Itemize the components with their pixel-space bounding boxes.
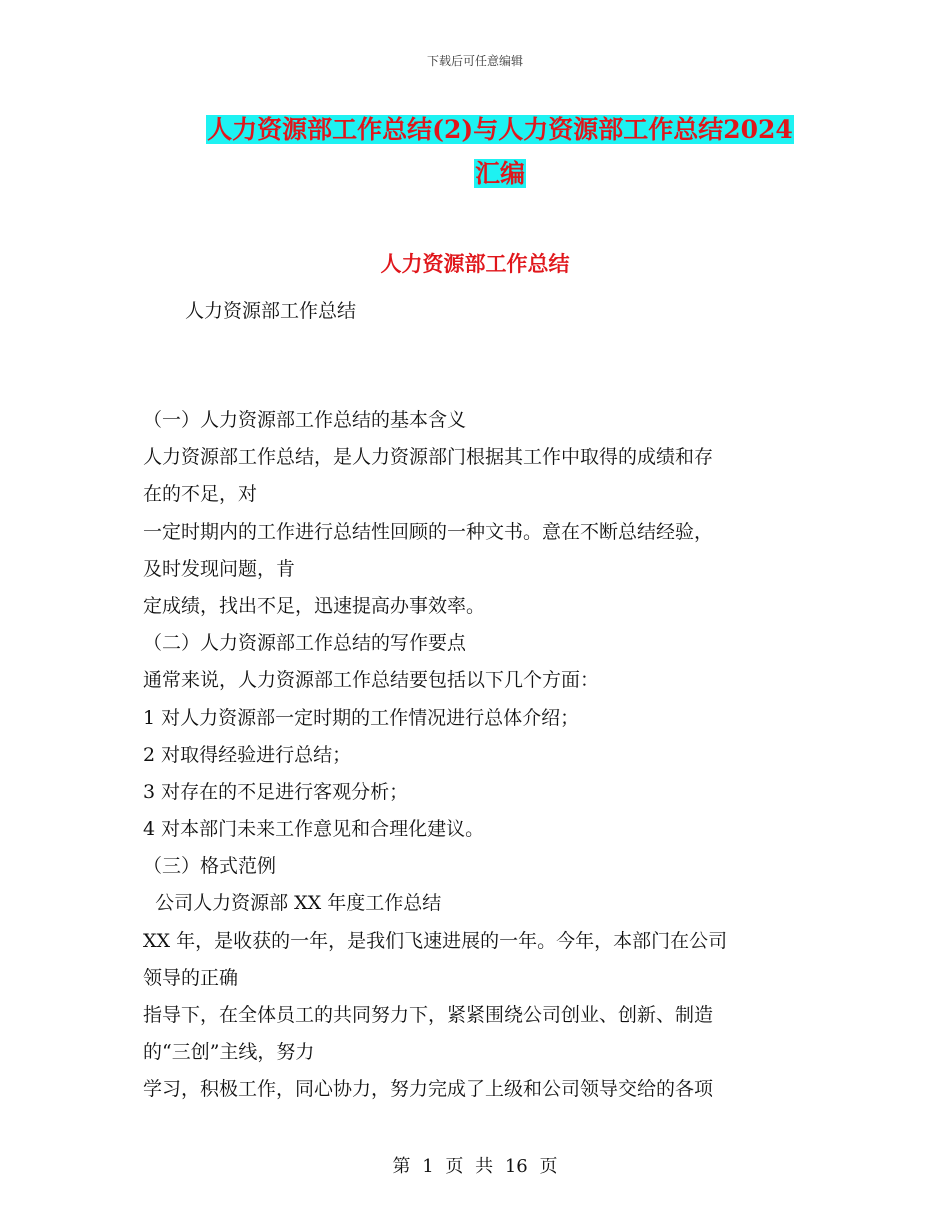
title-line-1: 人力资源部工作总结(2)与人力资源部工作总结2024 — [207, 115, 793, 144]
body-line: （二）人力资源部工作总结的写作要点 — [143, 632, 467, 655]
body-line: 的“三创”主线，努力 — [143, 1041, 315, 1064]
body-line: 2 对取得经验进行总结； — [143, 743, 352, 766]
body-line: 一定时期内的工作进行总结性回顾的一种文书。意在不断总结经验， — [143, 520, 714, 543]
document-title — [150, 108, 850, 196]
body-text — [143, 402, 803, 1109]
body-line: XX 年，是收获的一年，是我们飞速进展的一年。今年，本部门在公司 — [143, 929, 728, 952]
body-line: 人力资源部工作总结，是人力资源部门根据其工作中取得的成绩和存 — [143, 446, 714, 469]
body-line: （三）格式范例 — [143, 855, 277, 878]
header-note: 下载后可任意编辑 — [426, 54, 523, 68]
body-line: 指导下，在全体员工的共同努力下，紧紧围绕公司创业、创新、制造 — [143, 1004, 714, 1026]
body-line: 领导的正确 — [143, 966, 239, 989]
subtitle: 人力资源部工作总结 — [185, 300, 357, 322]
body-line: 公司人力资源部 XX 年度工作总结 — [143, 892, 442, 915]
body-line: 定成绩，找出不足，迅速提高办事效率。 — [143, 594, 486, 617]
body-line: 及时发现问题，肯 — [143, 557, 296, 580]
body-line: （一）人力资源部工作总结的基本含义 — [143, 409, 467, 431]
body-line: 学习，积极工作，同心协力，努力完成了上级和公司领导交给的各项 — [143, 1078, 714, 1101]
body-line: 在的不足，对 — [143, 483, 258, 506]
body-line: 1 对人力资源部一定时期的工作情况进行总体介绍； — [143, 706, 580, 729]
title-line-2: 汇编 — [474, 159, 525, 188]
section-title: 人力资源部工作总结 — [380, 251, 570, 276]
page-indicator: 第 1 页 共 16 页 — [392, 1156, 558, 1177]
body-line: 4 对本部门未来工作意见和合理化建议。 — [143, 818, 485, 841]
body-line: 3 对存在的不足进行客观分析； — [143, 780, 409, 803]
body-line: 通常来说，人力资源部工作总结要包括以下几个方面： — [143, 669, 600, 692]
